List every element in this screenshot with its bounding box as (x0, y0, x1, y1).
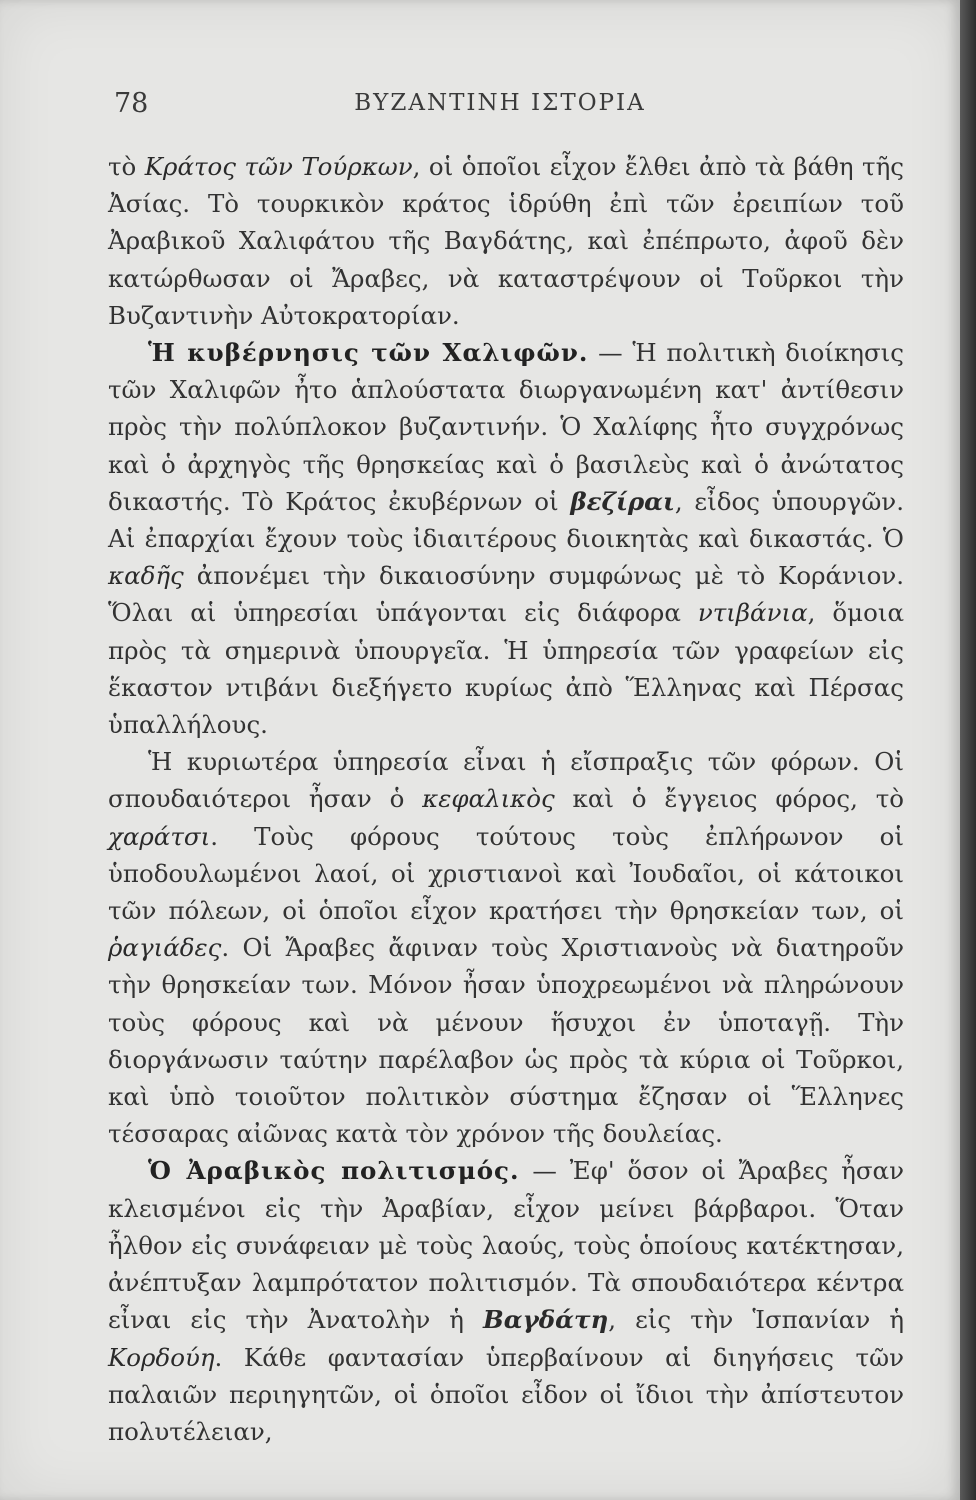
paragraph (108, 148, 904, 334)
text-segment: — Ἡ πολιτικὴ διοίκησις τῶν Χαλιφῶν ἦτο ἁπλούστατα διωργανωμένη κατ' ἀντίθεσιν πρὸς τὴν πολύπλοκον βυζαντινήν. Ὁ Χαλίφης ἦτο συγχρόνως καὶ ὁ ἀρχηγὸς τῆς θρησκείας καὶ ὁ βασιλεὺς καὶ ὁ ἀνώτατος δικαστής. Τὸ Κράτος ἐκυβέρνων οἱ (108, 338, 904, 516)
text-segment: , οἱ ὁποῖοι εἶχον ἔλθει ἀπὸ τὰ βάθη τῆς Ἀσίας. Τὸ τουρκικὸν κράτος ἱδρύθη ἐπὶ τῶν ἐρειπίων τοῦ Ἀραβικοῦ Χαλιφάτου τῆς Βαγδάτης, καὶ ἐπέπρωτο, ἀφοῦ δὲν κατώρθωσαν οἱ Ἄραβες, νὰ καταστρέψουν οἱ Τοῦρκοι τὴν Βυζαντινὴν Αὐτοκρατορίαν. (108, 152, 904, 330)
paragraph (108, 1152, 904, 1450)
text-segment: . Κάθε φαντασίαν ὑπερβαίνουν αἱ διηγήσεις τῶν παλαιῶν περιηγητῶν, οἱ ὁποῖοι εἶδον οἱ ἴδιοι τὴν ἀπίστευτον πολυτέλειαν, (108, 1342, 904, 1446)
text-segment: ἀπονέμει τὴν δικαιοσύνην συμφώνως μὲ τὸ Κοράνιον. Ὅλαι αἱ ὑπηρεσίαι ὑπάγονται εἰς διάφορα (108, 561, 904, 628)
emphasized-text: Βαγδάτη (483, 1305, 609, 1335)
text-segment: , εἶδος ὑπουργῶν. Αἱ ἐπαρχίαι ἔχουν τοὺς ἰδιαιτέρους διοικητὰς καὶ δικαστάς. Ὁ (108, 486, 904, 554)
section-heading: Ὁ Ἀραβικὸς πολιτισμός. (148, 1156, 520, 1186)
running-title: ΒΥΖΑΝΤΙΝΗ ΙΣΤΟΡΙΑ (354, 90, 646, 116)
paragraph (108, 334, 904, 743)
emphasized-text: Κορδούη (108, 1342, 215, 1372)
text-segment: Ἡ κυριωτέρα ὑπηρεσία εἶναι ἡ εἴσπραξις τῶν φόρων. Οἱ σπουδαιότεροι ἦσαν ὁ (108, 747, 904, 814)
text-segment: , ὅμοια πρὸς τὰ σημερινὰ ὑπουργεῖα. Ἡ ὑπηρεσία τῶν γραφείων εἰς ἕκαστον ντιβάνι διεξήγετο κυρίως ἀπὸ Ἕλληνας καὶ Πέρσας ὑπαλλήλους. (108, 598, 904, 740)
emphasized-text: Κράτος τῶν Τούρκων (144, 152, 413, 181)
page-edge-shadow (960, 0, 976, 1500)
body-text (108, 148, 904, 1450)
text-segment: . Τοὺς φόρους τούτους τοὺς ἐπλήρωνον οἱ ὑποδουλωμένοι λαοί, οἱ χριστιανοὶ καὶ Ἰουδαῖοι, οἱ κάτοικοι τῶν πόλεων, οἱ ὁποῖοι εἶχον κρατήσει τὴν θρησκείαν των, οἱ (108, 821, 904, 926)
text-segment: — Ἐφ' ὅσον οἱ Ἄραβες ἦσαν κλεισμένοι εἰς τὴν Ἀραβίαν, εἶχον μείνει βάρβαροι. Ὅταν ἦλθον εἰς συνάφειαν μὲ τοὺς λαούς, τοὺς ὁποίους κατέκτησαν, ἀνέπτυξαν λαμπρότατον πολιτισμόν. Τὰ σπουδαιότερα κέντρα εἶναι εἰς τὴν Ἀνατολὴν ἡ (108, 1156, 904, 1335)
emphasized-text: χαράτσι (108, 821, 211, 851)
text-segment: καὶ ὁ ἔγγειος φόρος, τὸ (554, 784, 904, 814)
text-segment: , εἰς τὴν Ἱσπανίαν ἡ (608, 1305, 904, 1335)
page-number: 78 (114, 88, 149, 119)
emphasized-text: κεφαλικὸς (422, 784, 555, 814)
page-header (110, 88, 890, 124)
emphasized-text: βεζίραι (570, 486, 675, 516)
text-segment: τὸ (108, 152, 145, 181)
text-segment: . Οἱ Ἄραβες ἄφιναν τοὺς Χριστιανοὺς νὰ διατηροῦν τὴν θρησκείαν των. Μόνον ἦσαν ὑποχρεωμένοι νὰ πληρώνουν τοὺς φόρους καὶ νὰ μένουν ἥσυχοι ἐν ὑποταγῇ. Τὴν διοργάνωσιν ταύτην παρέλαβον ὡς πρὸς τὰ κύρια οἱ Τοῦρκοι, καὶ ὑπὸ τοιοῦτον πολιτικὸν σύστημα ἔζησαν οἱ Ἕλληνες τέσσαρας αἰῶνας κατὰ τὸν χρόνον τῆς δουλείας. (108, 933, 904, 1149)
section-heading: Ἡ κυβέρνησις τῶν Χαλιφῶν. (148, 338, 589, 368)
emphasized-text: καδῆς (108, 561, 184, 591)
paragraph (108, 743, 904, 1152)
emphasized-text: ῥαγιάδες (108, 933, 222, 963)
emphasized-text: ντιβάνια (697, 598, 808, 628)
